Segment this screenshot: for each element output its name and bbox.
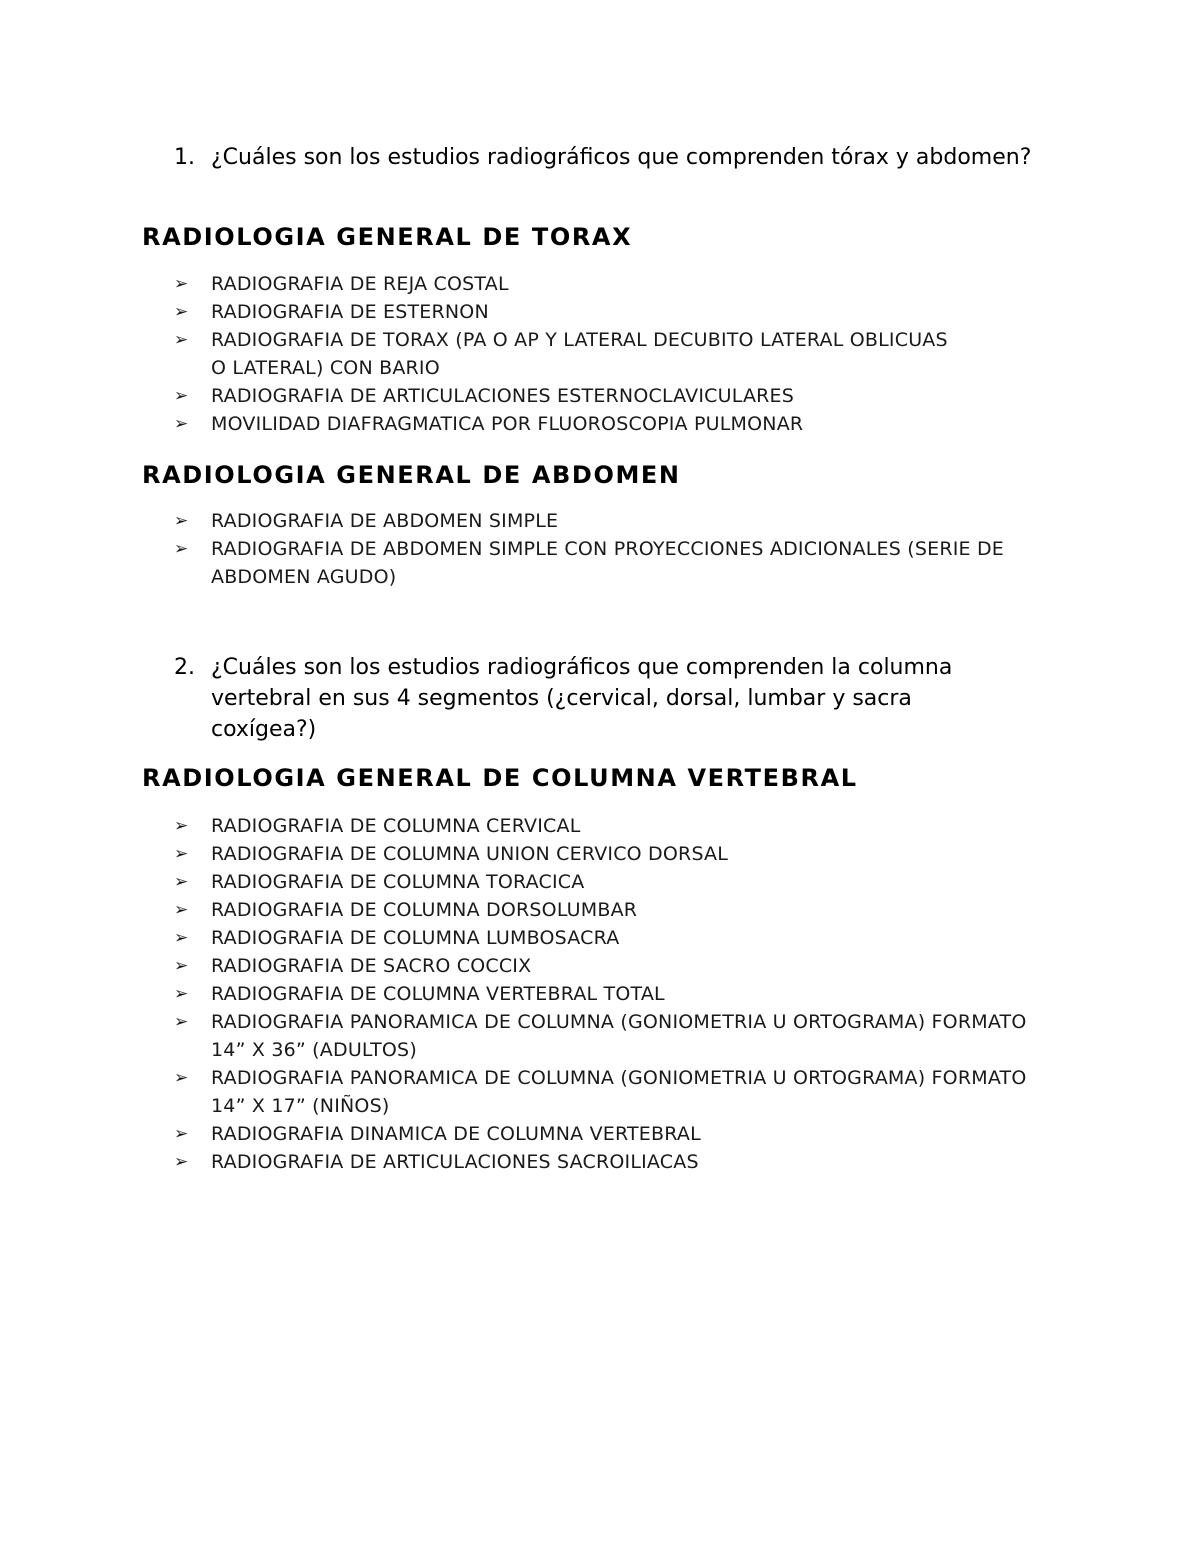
arrowhead-bullet-icon: ➢	[174, 511, 189, 531]
question-1-number: 1.	[174, 145, 195, 170]
list-item	[174, 896, 1074, 924]
section-torax-title: RADIOLOGIA GENERAL DE TORAX	[142, 223, 633, 251]
list-item-text: RADIOGRAFIA DE ABDOMEN SIMPLE CON PROYECCIONES ADICIONALES (SERIE DE ABDOMEN AGUDO)	[211, 538, 1005, 588]
arrowhead-bullet-icon: ➢	[174, 872, 189, 892]
list-item-text: RADIOGRAFIA DE SACRO COCCIX	[211, 955, 532, 977]
arrowhead-bullet-icon: ➢	[174, 984, 189, 1004]
list-item	[174, 812, 1074, 840]
question-1-text: ¿Cuáles son los estudios radiográficos que comprenden tórax y abdomen?	[211, 145, 1032, 170]
section-torax-list	[174, 270, 1074, 438]
list-item	[174, 868, 1074, 896]
arrowhead-bullet-icon: ➢	[174, 928, 189, 948]
list-item	[174, 535, 1074, 591]
list-item	[174, 1064, 1074, 1120]
list-item	[174, 1148, 1074, 1176]
list-item-text: RADIOGRAFIA DE ARTICULACIONES SACROILIACAS	[211, 1151, 699, 1173]
arrowhead-bullet-icon: ➢	[174, 956, 189, 976]
question-2-text: ¿Cuáles son los estudios radiográficos que comprenden la columna vertebral en sus 4 segmentos (¿cervical, dorsal, lumbar y sacra coxígea?)	[211, 655, 953, 742]
list-item	[174, 270, 1074, 298]
arrowhead-bullet-icon: ➢	[174, 900, 189, 920]
list-item	[174, 298, 1074, 326]
list-item	[174, 410, 1074, 438]
question-2	[174, 652, 1024, 745]
list-item	[174, 840, 1074, 868]
list-item-text: RADIOGRAFIA DE COLUMNA DORSOLUMBAR	[211, 899, 638, 921]
list-item	[174, 326, 1074, 382]
list-item-text: RADIOGRAFIA DE COLUMNA LUMBOSACRA	[211, 927, 620, 949]
list-item-text: RADIOGRAFIA DE COLUMNA TORACICA	[211, 871, 585, 893]
list-item-text: RADIOGRAFIA DE COLUMNA VERTEBRAL TOTAL	[211, 983, 665, 1005]
list-item-text: MOVILIDAD DIAFRAGMATICA POR FLUOROSCOPIA PULMONAR	[211, 413, 804, 435]
question-2-number: 2.	[174, 655, 195, 680]
arrowhead-bullet-icon: ➢	[174, 1124, 189, 1144]
list-item-text: RADIOGRAFIA DINAMICA DE COLUMNA VERTEBRAL	[211, 1123, 701, 1145]
list-item-text: RADIOGRAFIA DE COLUMNA CERVICAL	[211, 815, 581, 837]
arrowhead-bullet-icon: ➢	[174, 539, 189, 559]
arrowhead-bullet-icon: ➢	[174, 844, 189, 864]
arrowhead-bullet-icon: ➢	[174, 816, 189, 836]
list-item-text: RADIOGRAFIA PANORAMICA DE COLUMNA (GONIOMETRIA U ORTOGRAMA) FORMATO 14” X 17” (NIÑOS)	[211, 1067, 1027, 1117]
arrowhead-bullet-icon: ➢	[174, 1068, 189, 1088]
arrowhead-bullet-icon: ➢	[174, 386, 189, 406]
list-item-text: RADIOGRAFIA DE TORAX (PA O AP Y LATERAL DECUBITO LATERAL OBLICUAS O LATERAL) CON BARIO	[211, 329, 948, 379]
arrowhead-bullet-icon: ➢	[174, 302, 189, 322]
section-abdomen-list	[174, 507, 1074, 591]
section-abdomen-title: RADIOLOGIA GENERAL DE ABDOMEN	[142, 461, 681, 489]
list-item	[174, 1008, 1074, 1064]
arrowhead-bullet-icon: ➢	[174, 414, 189, 434]
arrowhead-bullet-icon: ➢	[174, 1012, 189, 1032]
list-item-text: RADIOGRAFIA DE REJA COSTAL	[211, 273, 509, 295]
list-item-text: RADIOGRAFIA DE ESTERNON	[211, 301, 489, 323]
list-item-text: RADIOGRAFIA DE ABDOMEN SIMPLE	[211, 510, 559, 532]
arrowhead-bullet-icon: ➢	[174, 274, 189, 294]
arrowhead-bullet-icon: ➢	[174, 1152, 189, 1172]
list-item	[174, 980, 1074, 1008]
list-item	[174, 382, 1074, 410]
question-1	[174, 142, 1054, 173]
list-item	[174, 924, 1074, 952]
section-columna-list	[174, 812, 1074, 1176]
list-item-text: RADIOGRAFIA DE ARTICULACIONES ESTERNOCLAVICULARES	[211, 385, 795, 407]
list-item	[174, 507, 1074, 535]
section-columna-title: RADIOLOGIA GENERAL DE COLUMNA VERTEBRAL	[142, 764, 858, 792]
list-item-text: RADIOGRAFIA DE COLUMNA UNION CERVICO DORSAL	[211, 843, 729, 865]
list-item	[174, 1120, 1074, 1148]
list-item-text: RADIOGRAFIA PANORAMICA DE COLUMNA (GONIOMETRIA U ORTOGRAMA) FORMATO 14” X 36” (ADULTOS)	[211, 1011, 1027, 1061]
list-item	[174, 952, 1074, 980]
arrowhead-bullet-icon: ➢	[174, 330, 189, 350]
